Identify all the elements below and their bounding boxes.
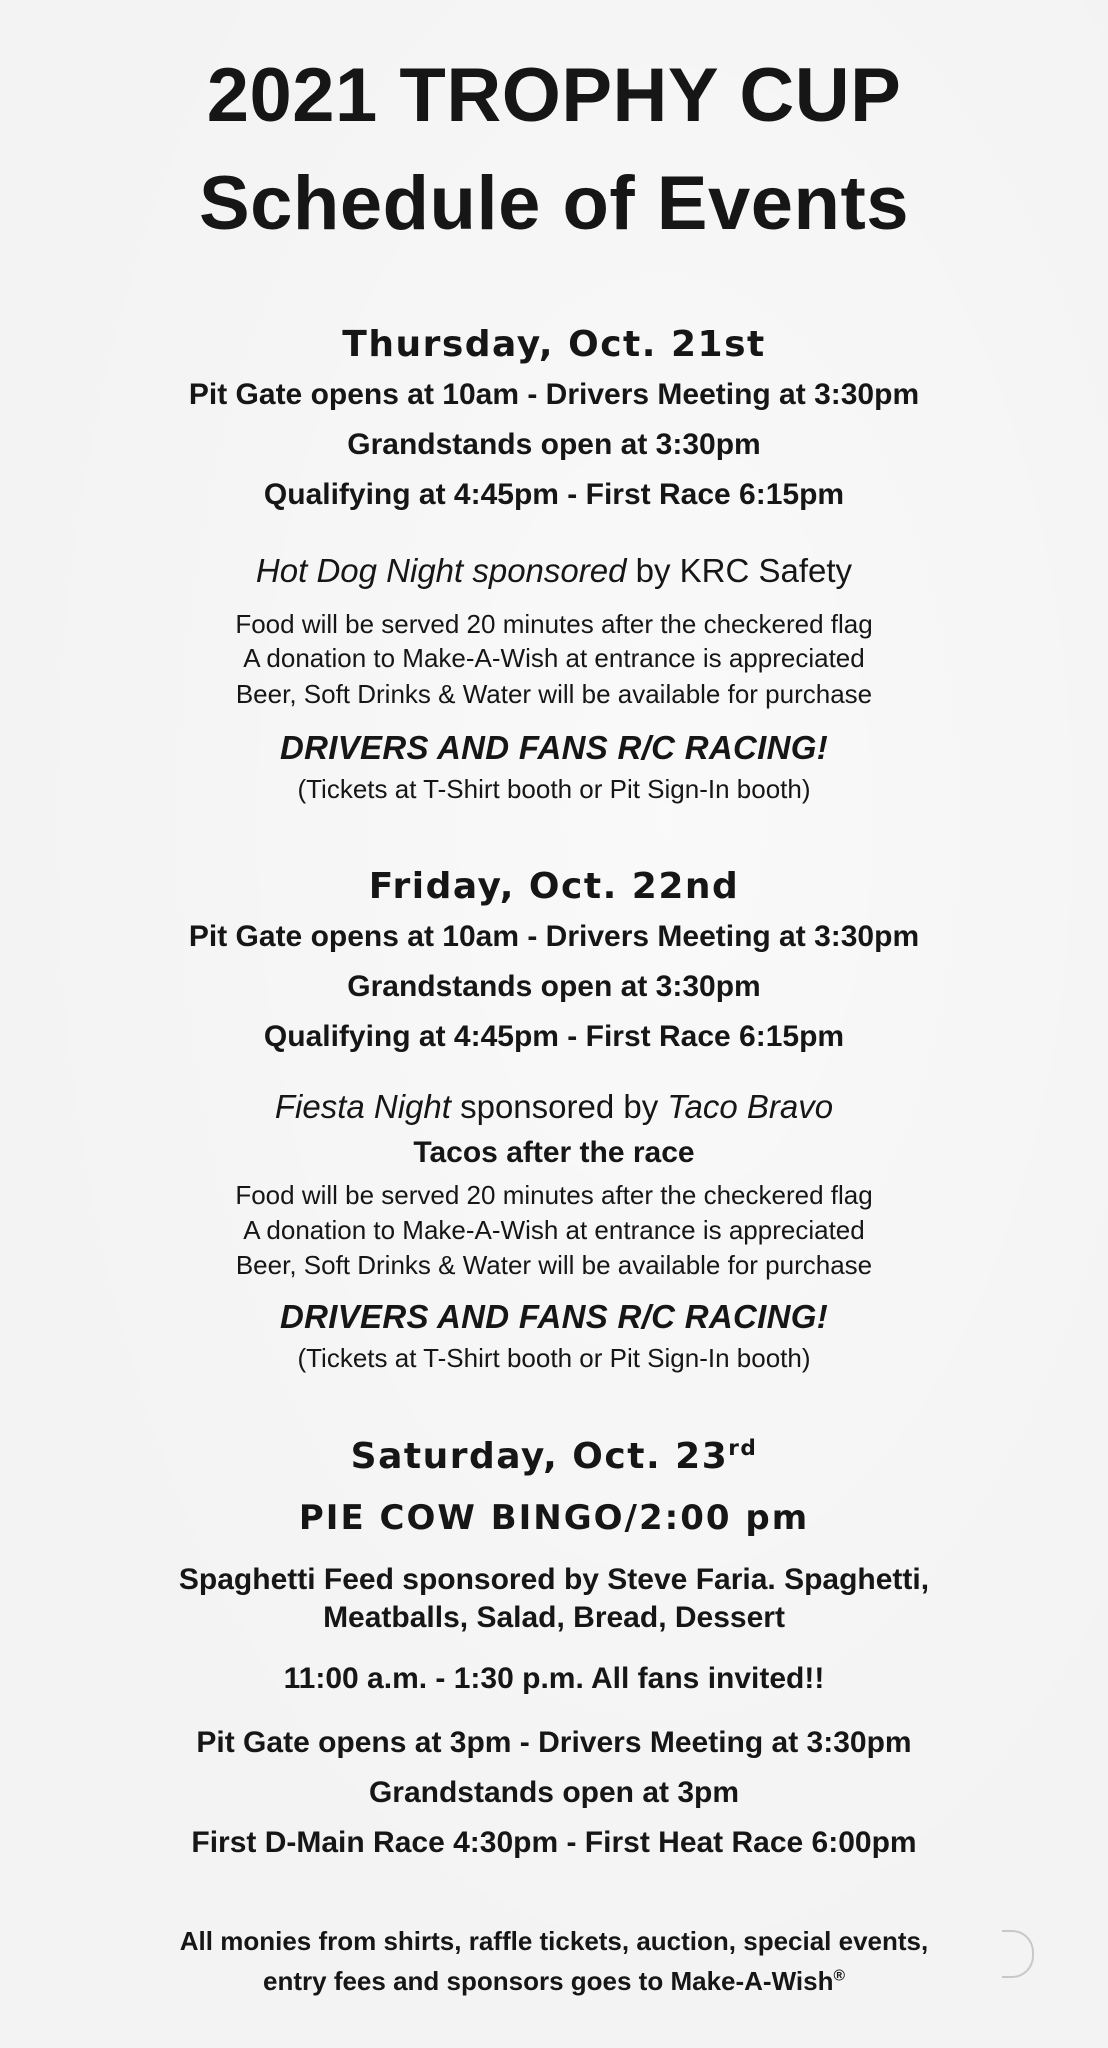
saturday-day-text: Saturday, Oct. 23	[350, 1436, 729, 1477]
friday-grandstands: Grandstands open at 3:30pm	[347, 970, 761, 1003]
footer-line-1: All monies from shirts, raffle tickets, auction, special events,	[179, 1926, 929, 1956]
thursday-racing: DRIVERS AND FANS R/C RACING!	[279, 729, 829, 766]
saturday-grandstands: Grandstands open at 3pm	[368, 1776, 740, 1809]
thursday-qualifying: Qualifying at 4:45pm - First Race 6:15pm	[263, 478, 845, 511]
saturday-pit-gate: Pit Gate opens at 3pm - Drivers Meeting at 3:30pm	[196, 1726, 912, 1759]
friday-donation: A donation to Make-A-Wish at entrance is appreciated	[243, 1215, 865, 1245]
title-line-2: Schedule of Events	[198, 161, 910, 246]
saturday-spaghetti-line-2: Meatballs, Salad, Bread, Dessert	[323, 1601, 785, 1634]
friday-sponsor	[0, 1088, 1108, 1126]
friday-pit-gate: Pit Gate opens at 10am - Drivers Meeting at 3:30pm	[188, 920, 920, 953]
friday-drinks: Beer, Soft Drinks & Water will be available for purchase	[235, 1250, 873, 1280]
thursday-sponsor	[0, 552, 1108, 590]
friday-racing: DRIVERS AND FANS R/C RACING!	[279, 1298, 829, 1335]
saturday-day-suffix: rd	[728, 1436, 758, 1461]
thursday-food: Food will be served 20 minutes after the checkered flag	[235, 609, 873, 639]
friday-tacos: Tacos after the race	[413, 1136, 695, 1169]
saturday-race-times: First D-Main Race 4:30pm - First Heat Race 6:00pm	[191, 1826, 917, 1859]
friday-heading: Friday, Oct. 22nd	[368, 866, 740, 907]
saturday-fans-invited: 11:00 a.m. - 1:30 p.m. All fans invited!!	[283, 1662, 825, 1695]
friday-food: Food will be served 20 minutes after the checkered flag	[235, 1180, 873, 1210]
saturday-bingo: PIE COW BINGO/2:00 pm	[298, 1498, 810, 1538]
thursday-heading: Thursday, Oct. 21st	[342, 324, 766, 365]
friday-sponsor-mid: sponsored by	[450, 1088, 668, 1125]
thursday-drinks: Beer, Soft Drinks & Water will be available for purchase	[235, 679, 873, 709]
thursday-sponsor-italic: Hot Dog Night sponsored	[255, 552, 627, 589]
saturday-spaghetti-line-1: Spaghetti Feed sponsored by Steve Faria. Spaghetti,	[178, 1563, 930, 1596]
footer-line-2	[0, 1966, 1108, 1997]
friday-qualifying: Qualifying at 4:45pm - First Race 6:15pm	[263, 1020, 845, 1053]
thursday-tickets: (Tickets at T-Shirt booth or Pit Sign-In booth)	[297, 774, 811, 804]
thursday-pit-gate: Pit Gate opens at 10am - Drivers Meeting at 3:30pm	[188, 378, 920, 411]
friday-sponsor-event: Fiesta Night	[274, 1088, 451, 1125]
footer-line-2-text: entry fees and sponsors goes to Make-A-Wish	[263, 1966, 834, 1996]
friday-tickets: (Tickets at T-Shirt booth or Pit Sign-In booth)	[297, 1343, 811, 1373]
registered-mark: ®	[833, 1967, 845, 1985]
thursday-sponsor-name: by KRC Safety	[626, 552, 853, 589]
saturday-heading	[0, 1436, 1108, 1477]
thursday-donation: A donation to Make-A-Wish at entrance is appreciated	[243, 643, 865, 673]
thursday-grandstands: Grandstands open at 3:30pm	[347, 428, 761, 461]
friday-sponsor-name: Taco Bravo	[667, 1088, 834, 1125]
title-line-1: 2021 TROPHY CUP	[206, 53, 902, 138]
